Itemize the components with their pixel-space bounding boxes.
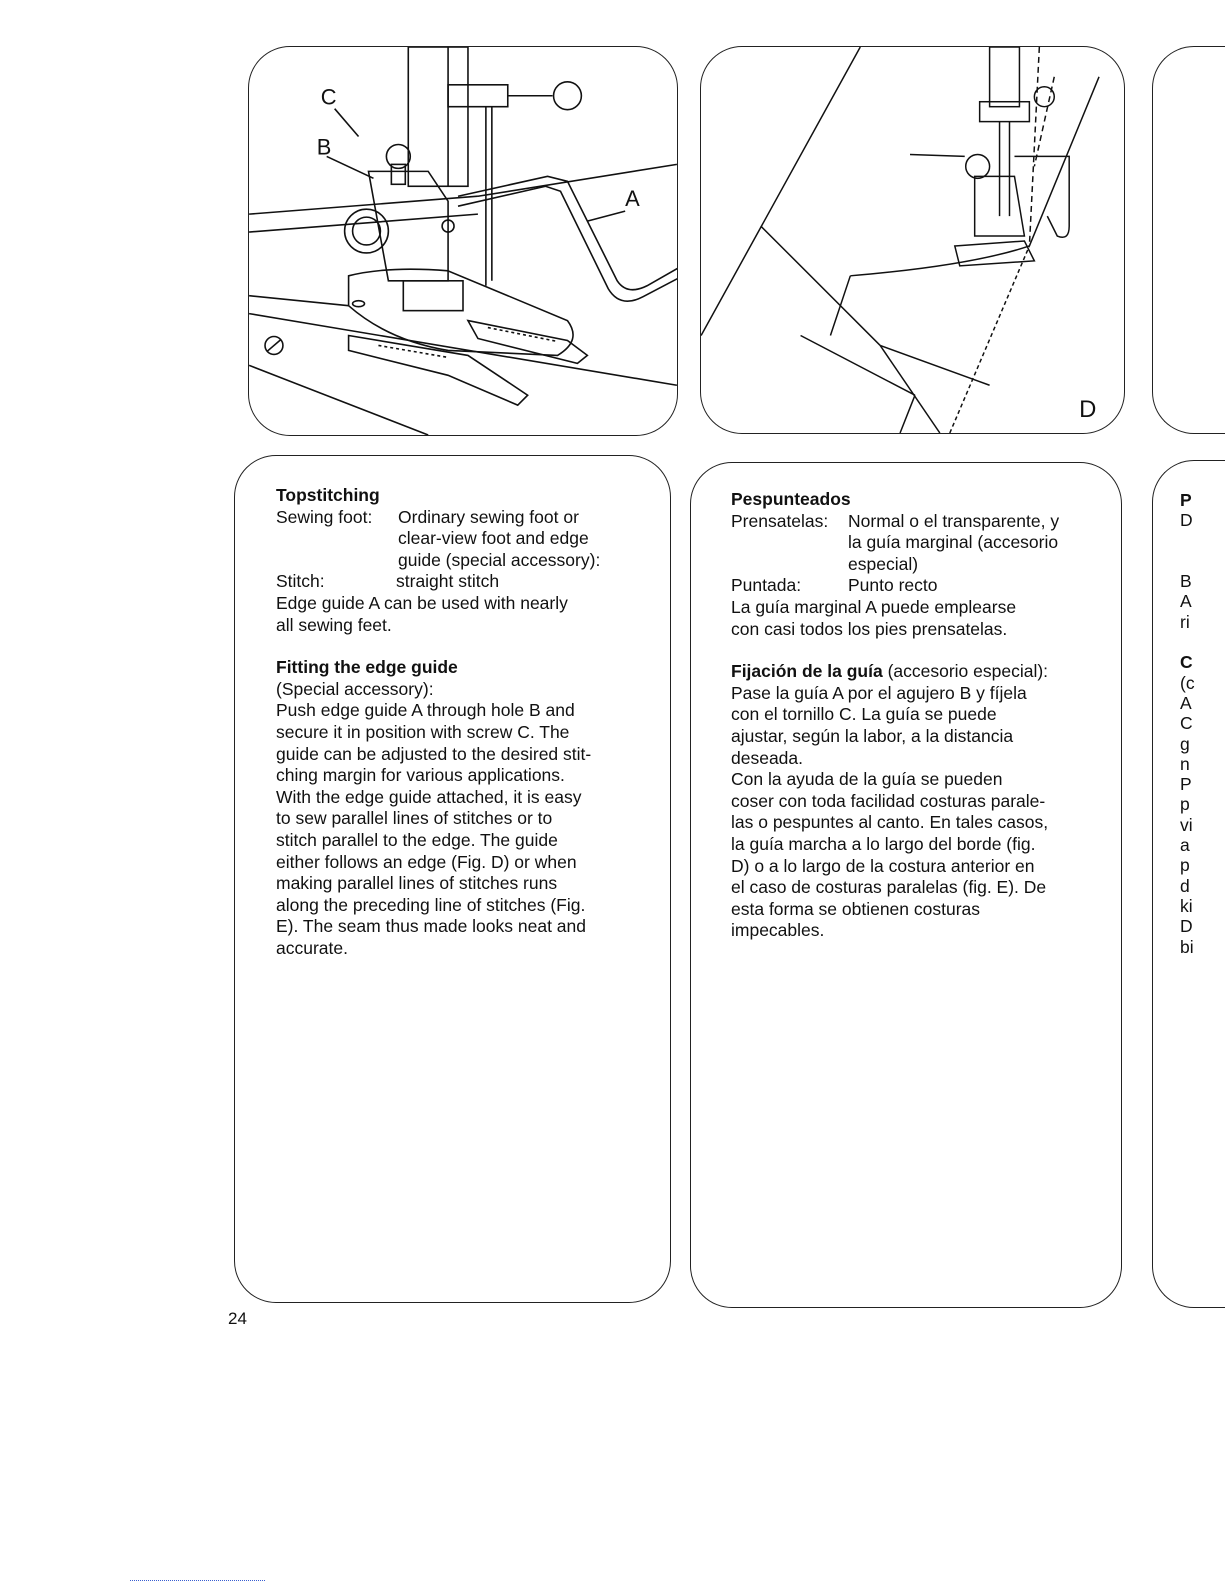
cutoff-letter: (c xyxy=(1180,672,1195,693)
prensatelas-value xyxy=(848,511,1059,576)
sewing-foot-line: Ordinary sewing foot or xyxy=(398,506,579,527)
fijacion-line: las o pespuntes al canto. En tales casos, xyxy=(731,812,1049,833)
cutoff-letter: D xyxy=(1180,510,1193,531)
cutoff-letter: D xyxy=(1180,916,1193,937)
cutoff-letter: vi xyxy=(1180,814,1193,835)
cutoff-letter: P xyxy=(1180,774,1192,795)
cutoff-letter: A xyxy=(1180,692,1192,713)
cutoff-letter: p xyxy=(1180,855,1190,876)
stitch-value: straight stitch xyxy=(396,571,500,592)
fijacion-line: la guía marcha a lo largo del borde (fig. xyxy=(731,833,1036,854)
fitting-heading: Fitting the edge guide xyxy=(276,657,458,678)
sewing-foot-value xyxy=(398,507,600,572)
guia-line: con casi todos los pies prensatelas. xyxy=(731,618,1008,639)
sewing-foot-label: Sewing foot: xyxy=(276,506,373,527)
label-c: C xyxy=(320,84,337,110)
cutoff-letter: d xyxy=(1180,875,1190,896)
edge-guide-line: all sewing feet. xyxy=(276,614,392,635)
cutoff-letter: n xyxy=(1180,753,1190,774)
fitting-line: to sew parallel lines of stitches or to xyxy=(276,808,553,829)
guia-line: La guía marginal A puede emplearse xyxy=(731,596,1017,617)
fijacion-line: esta forma se obtienen costuras xyxy=(731,898,981,919)
cutoff-text-letters xyxy=(1180,490,1220,957)
english-text xyxy=(276,485,646,959)
cutoff-letter: ki xyxy=(1180,895,1193,916)
fijacion-line: Con la ayuda de la guía se pueden xyxy=(731,769,1003,790)
page-number: 24 xyxy=(228,1309,247,1328)
fijacion-heading-line xyxy=(731,661,1101,683)
fitting-line: E). The seam thus made looks neat and xyxy=(276,916,586,937)
label-d: D xyxy=(1079,396,1097,424)
fitting-line: Push edge guide A through hole B and xyxy=(276,700,575,721)
label-a: A xyxy=(625,186,640,212)
cutoff-letter: C xyxy=(1180,652,1193,673)
sewing-foot-line: guide (special accessory): xyxy=(398,549,601,570)
prensatelas-line: la guía marginal (accesorio xyxy=(848,532,1059,553)
sewing-foot-illustration xyxy=(249,47,677,435)
fitting-line: guide can be adjusted to the desired stit- xyxy=(276,743,592,764)
cutoff-letter: B xyxy=(1180,571,1192,592)
cutoff-letter: C xyxy=(1180,713,1193,734)
prensatelas-label: Prensatelas: xyxy=(731,510,829,531)
label-b: B xyxy=(316,134,332,160)
fitting-line: secure it in position with screw C. The xyxy=(276,721,570,742)
cutoff-letter xyxy=(1180,531,1220,551)
fijacion-heading: Fijación de la guía xyxy=(731,661,883,682)
figure-d-edge-stitching xyxy=(700,46,1125,434)
fijacion-line: deseada. xyxy=(731,747,804,768)
prensatelas-line: especial) xyxy=(848,553,919,574)
stitch-row xyxy=(276,571,646,593)
puntada-row xyxy=(731,575,1101,597)
cutoff-letter: p xyxy=(1180,794,1190,815)
fitting-line: ching margin for various applications. xyxy=(276,765,565,786)
fijacion-line: coser con toda facilidad costuras parale- xyxy=(731,790,1046,811)
fitting-line: stitch parallel to the edge. The guide xyxy=(276,829,558,850)
cutoff-letter xyxy=(1180,551,1220,571)
fitting-line: along the preceding line of stitches (Fig. xyxy=(276,894,586,915)
puntada-value: Punto recto xyxy=(848,575,938,596)
spanish-text xyxy=(731,489,1101,942)
fijacion-line: D) o a lo largo de la costura anterior en xyxy=(731,855,1035,876)
cutoff-letter: a xyxy=(1180,835,1190,856)
fitting-line: With the edge guide attached, it is easy xyxy=(276,786,582,807)
cutoff-letter: A xyxy=(1180,591,1192,612)
puntada-label: Puntada: xyxy=(731,575,802,596)
fijacion-line: ajustar, según la labor, a la distancia xyxy=(731,725,1014,746)
cutoff-letter: P xyxy=(1180,490,1192,510)
fijacion-line: impecables. xyxy=(731,920,825,941)
fitting-line: accurate. xyxy=(276,937,348,958)
fitting-line: (Special accessory): xyxy=(276,678,434,699)
cutoff-figure-panel xyxy=(1152,46,1225,434)
fijacion-heading-suffix: (accesorio especial): xyxy=(882,661,1049,682)
cutoff-letter: bi xyxy=(1180,936,1194,957)
edge-guide-line: Edge guide A can be used with nearly xyxy=(276,592,568,613)
fijacion-line: Pase la guía A por el agujero B y fíjela xyxy=(731,682,1027,703)
prensatelas-row xyxy=(731,511,1101,576)
cutoff-letter: g xyxy=(1180,733,1190,754)
fijacion-line: el caso de costuras paralelas (fig. E). De xyxy=(731,877,1047,898)
bottom-rule xyxy=(130,1580,265,1581)
fitting-line: either follows an edge (Fig. D) or when xyxy=(276,851,577,872)
cutoff-letter xyxy=(1180,632,1220,652)
topstitching-heading: Topstitching xyxy=(276,485,380,505)
prensatelas-line: Normal o el transparente, y xyxy=(848,510,1060,531)
sewing-foot-line: clear-view foot and edge xyxy=(398,528,589,549)
fijacion-line: con el tornillo C. La guía se puede xyxy=(731,704,997,725)
fabric-stitching-illustration xyxy=(701,47,1124,433)
fitting-line: making parallel lines of stitches runs xyxy=(276,873,558,894)
stitch-label: Stitch: xyxy=(276,571,325,592)
figure-edge-guide-closeup xyxy=(248,46,678,436)
sewing-foot-row xyxy=(276,507,646,572)
pespunteados-heading: Pespunteados xyxy=(731,489,851,509)
cutoff-letter: ri xyxy=(1180,611,1190,632)
